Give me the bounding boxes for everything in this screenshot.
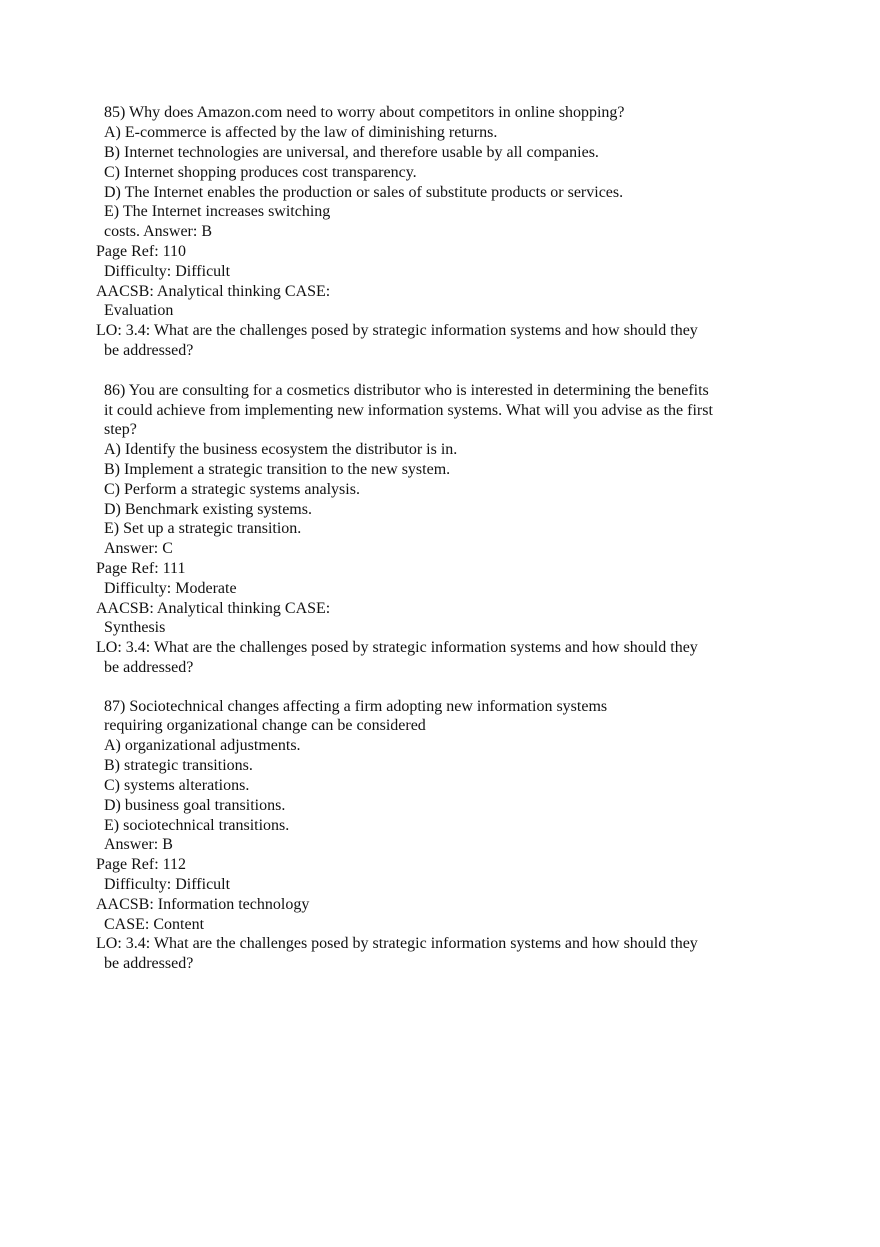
difficulty: Difficulty: Difficult: [104, 876, 231, 893]
option-a: A) E-commerce is affected by the law of diminishing returns.: [104, 124, 498, 141]
case: CASE: Content: [104, 916, 205, 933]
option-d: D) Benchmark existing systems.: [104, 501, 312, 518]
answer: Answer: C: [104, 540, 173, 557]
option-b: B) strategic transitions.: [104, 757, 253, 774]
page-ref: Page Ref: 110: [96, 243, 187, 260]
difficulty: Difficulty: Difficult: [104, 263, 231, 280]
answer: costs. Answer: B: [104, 223, 212, 240]
option-c: C) systems alterations.: [104, 777, 250, 794]
aacsb: AACSB: Analytical thinking CASE:: [96, 283, 331, 300]
aacsb: AACSB: Information technology: [96, 896, 310, 913]
option-e: E) Set up a strategic transition.: [104, 520, 302, 537]
option-d: D) business goal transitions.: [104, 797, 286, 814]
learning-objective-cont: be addressed?: [104, 659, 194, 676]
case: Synthesis: [104, 619, 166, 636]
option-b: B) Implement a strategic transition to the new system.: [104, 461, 451, 478]
option-e: E) The Internet increases switching: [104, 203, 331, 220]
answer: Answer: B: [104, 836, 173, 853]
question-stem-cont: requiring organizational change can be considered: [104, 717, 426, 734]
option-e: E) sociotechnical transitions.: [104, 817, 290, 834]
question-stem: 85) Why does Amazon.com need to worry about competitors in online shopping?: [104, 104, 625, 121]
aacsb: AACSB: Analytical thinking CASE:: [96, 600, 331, 617]
learning-objective-cont: be addressed?: [104, 955, 194, 972]
learning-objective-cont: be addressed?: [104, 342, 194, 359]
question-stem-cont: it could achieve from implementing new information systems. What will you advise as the first: [104, 402, 713, 419]
page-ref: Page Ref: 112: [96, 856, 187, 873]
difficulty: Difficulty: Moderate: [104, 580, 237, 597]
learning-objective: LO: 3.4: What are the challenges posed by strategic information systems and how should they: [96, 322, 698, 339]
option-c: C) Perform a strategic systems analysis.: [104, 481, 360, 498]
option-b: B) Internet technologies are universal, and therefore usable by all companies.: [104, 144, 599, 161]
option-c: C) Internet shopping produces cost transparency.: [104, 164, 417, 181]
case: Evaluation: [104, 302, 174, 319]
learning-objective: LO: 3.4: What are the challenges posed by strategic information systems and how should they: [96, 935, 698, 952]
option-a: A) organizational adjustments.: [104, 737, 301, 754]
question-stem: 86) You are consulting for a cosmetics distributor who is interested in determining the benefits: [104, 382, 709, 399]
option-d: D) The Internet enables the production or sales of substitute products or services.: [104, 184, 624, 201]
question-stem-cont: step?: [104, 421, 137, 438]
question-stem: 87) Sociotechnical changes affecting a firm adopting new information systems: [104, 698, 608, 715]
option-a: A) Identify the business ecosystem the distributor is in.: [104, 441, 458, 458]
learning-objective: LO: 3.4: What are the challenges posed by strategic information systems and how should they: [96, 639, 698, 656]
page-ref: Page Ref: 111: [96, 560, 186, 577]
